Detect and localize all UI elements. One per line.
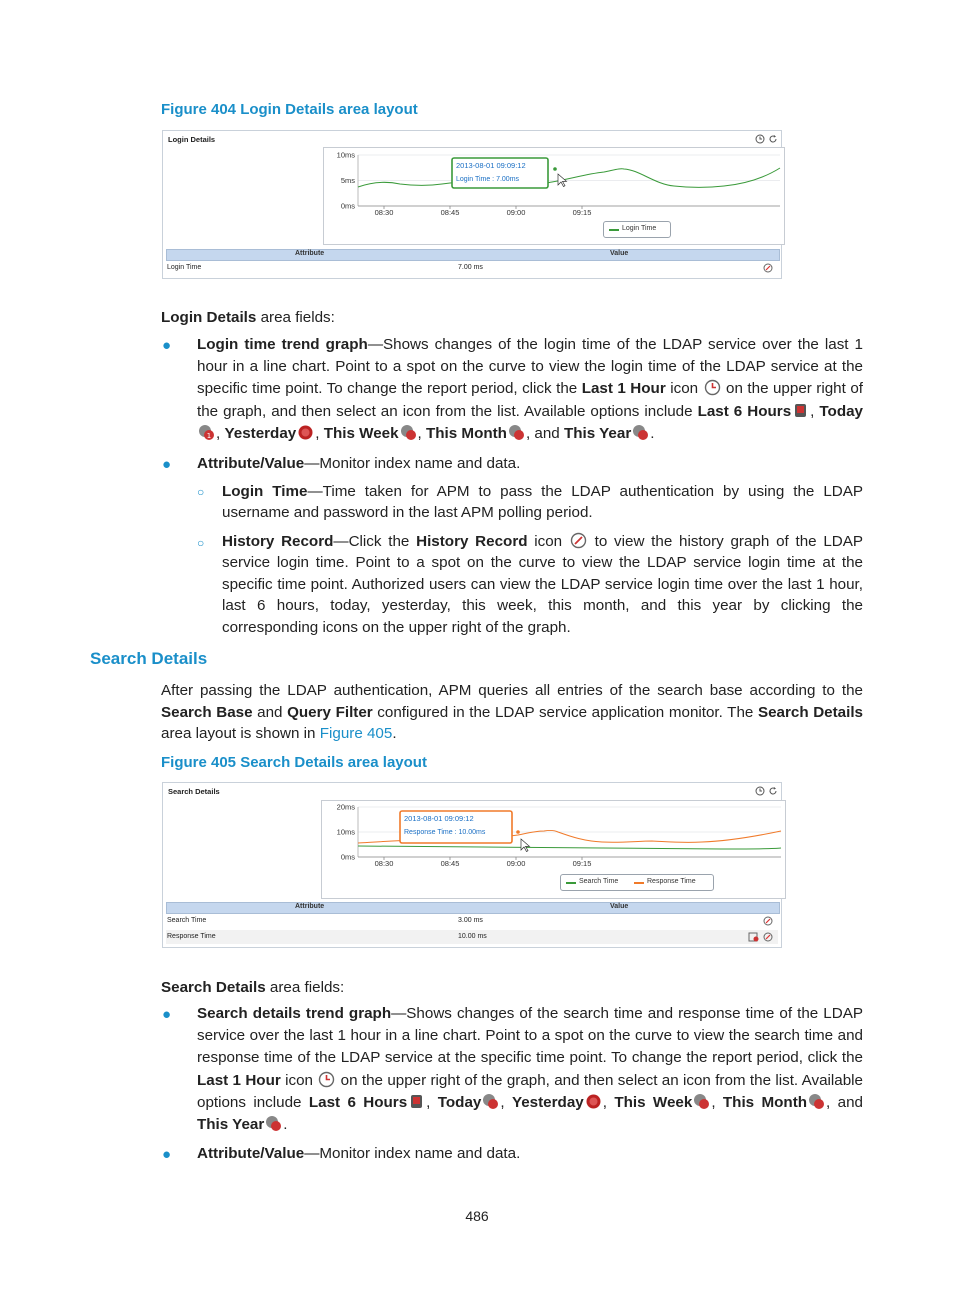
sep-period: . xyxy=(650,424,655,442)
search-details-label: Search Details xyxy=(757,703,864,721)
this-month-icon xyxy=(808,1093,825,1110)
search-fields-intro xyxy=(161,977,863,999)
panel-title: Login Details xyxy=(168,135,216,144)
x-tick-label: 08:45 xyxy=(440,859,460,868)
header-value: Value xyxy=(610,903,629,910)
figure-404-caption: Figure 404 Login Details area layout xyxy=(161,101,418,118)
yesterday-icon xyxy=(585,1093,602,1110)
b2-text: —Monitor index name and data. xyxy=(304,455,521,472)
table-row xyxy=(166,914,778,928)
alarm-settings-icon[interactable] xyxy=(748,932,759,942)
intro-bold: Search Details xyxy=(161,979,266,996)
legend-label-login-time: Login Time xyxy=(622,225,657,232)
query-filter-label: Query Filter xyxy=(287,703,373,721)
mouse-cursor-icon xyxy=(558,174,567,187)
row-value: 7.00 ms xyxy=(458,264,483,271)
this-week-label: This Week xyxy=(323,424,399,442)
login-details-panel xyxy=(162,130,782,279)
search-details-chart-svg[interactable] xyxy=(322,801,785,898)
sep: , xyxy=(315,424,324,442)
sep: , xyxy=(711,1093,723,1111)
header-value: Value xyxy=(610,250,629,257)
y-tick-label: 5ms xyxy=(340,176,355,185)
table-row xyxy=(166,261,778,275)
attribute-value-item xyxy=(197,1143,863,1165)
today-label: Today xyxy=(819,402,863,420)
history-record-icon xyxy=(570,532,587,549)
tooltip-point xyxy=(553,167,557,171)
b2-bold: Attribute/Value xyxy=(197,1145,305,1162)
b2-bold: Attribute/Value xyxy=(197,455,305,472)
today-icon xyxy=(198,424,215,441)
tooltip-point xyxy=(516,830,520,834)
this-year-icon xyxy=(632,424,649,441)
legend-label-search-time: Search Time xyxy=(579,878,619,885)
intro-rest: area fields: xyxy=(265,979,345,996)
search-details-heading: Search Details xyxy=(90,649,208,668)
b1-text2: icon xyxy=(665,380,703,398)
bullet-dot: ● xyxy=(162,1006,172,1023)
page-number: 486 xyxy=(465,1208,489,1224)
s1-text: —Time taken for APM to pass the LDAP authentication by using the LDAP username and password in the last APM polling period. xyxy=(222,483,863,522)
series-line-login-time xyxy=(358,168,780,188)
row-attribute: Response Time xyxy=(167,933,216,940)
y-tick-label: 10ms xyxy=(336,827,355,837)
legend-label-response-time: Response Time xyxy=(647,878,696,885)
search-details-chart[interactable] xyxy=(321,800,786,899)
last-6-hours-icon xyxy=(408,1093,425,1110)
search-details-paragraph xyxy=(161,680,863,745)
login-time-trend-graph-item xyxy=(197,334,863,445)
last-6-hours-label: Last 6 Hours xyxy=(697,402,792,420)
x-tick-label: 09:15 xyxy=(572,208,592,217)
b1-text3: on the upper right of the graph, and then select an icon from the list. Available options include xyxy=(197,380,863,420)
tooltip-value: Response Time : 10.00ms xyxy=(404,829,486,836)
row-value: 3.00 ms xyxy=(458,917,483,924)
last-1-hour-icon xyxy=(318,1071,335,1088)
yesterday-icon xyxy=(297,424,314,441)
s2-text3: to view the history graph of the LDAP service login time. Point to a spot on the curve to view the LDAP service login time at the specific time point. Authorized users can view the LDAP service login time over the last 1 hour, last 6 hours, today, yesterday, this week, this month, and this year by clicking the corresponding icons on the upper right of the graph. xyxy=(222,533,864,636)
this-year-icon xyxy=(265,1115,282,1132)
y-tick-label: 20ms xyxy=(336,802,355,812)
b1-text2: icon xyxy=(280,1071,318,1089)
tooltip-time: 2013-08-01 09:09:12 xyxy=(456,161,526,170)
s1-bold: Login Time xyxy=(222,483,308,500)
last-6-hours-icon xyxy=(792,402,809,419)
sep: , xyxy=(426,1093,438,1111)
refresh-icon[interactable] xyxy=(768,786,778,796)
s2-text1: —Click the xyxy=(333,533,417,550)
login-time-subitem xyxy=(222,481,863,524)
x-tick-label: 09:00 xyxy=(506,859,526,868)
yesterday-label: Yesterday xyxy=(224,424,297,442)
chart-legend[interactable] xyxy=(603,221,671,238)
sub-bullet-circle: ○ xyxy=(197,536,205,550)
legend-line-search-time xyxy=(566,882,576,884)
this-week-icon xyxy=(693,1093,710,1110)
p1: After passing the LDAP authentication, APM queries all entries of the search base according to the xyxy=(161,682,863,699)
p3: area layout is shown in xyxy=(161,725,320,743)
s2-bold: History Record xyxy=(222,533,334,550)
sep-and: , and xyxy=(826,1093,863,1111)
tooltip-time: 2013-08-01 09:09:12 xyxy=(404,814,474,823)
chart-legend[interactable] xyxy=(560,874,714,891)
figure-405-link[interactable]: Figure 405 xyxy=(319,725,393,743)
b2-text: —Monitor index name and data. xyxy=(304,1145,521,1162)
this-week-icon xyxy=(400,424,417,441)
row-attribute: Login Time xyxy=(167,264,202,271)
yesterday-label: Yesterday xyxy=(511,1093,584,1111)
history-record-icon[interactable] xyxy=(763,916,773,926)
bullet-dot: ● xyxy=(162,456,172,473)
tooltip-value: Login Time : 7.00ms xyxy=(456,176,520,183)
b1-text3: on the upper right of the graph, and then select an icon from the list. Available options include xyxy=(197,1071,863,1111)
p4: . xyxy=(392,725,397,743)
legend-line-login-time xyxy=(609,229,619,231)
this-month-label: This Month xyxy=(722,1093,808,1111)
x-tick-label: 09:00 xyxy=(506,208,526,217)
y-tick-label: 10ms xyxy=(336,150,355,160)
bullet-dot: ● xyxy=(162,337,172,354)
header-attribute: Attribute xyxy=(295,903,325,910)
s2-text2: icon xyxy=(527,533,569,550)
this-year-label: This Year xyxy=(563,424,632,442)
sep: , xyxy=(500,1093,512,1111)
sep: , xyxy=(602,1093,615,1111)
x-tick-label: 08:30 xyxy=(374,208,394,217)
mouse-cursor-icon xyxy=(521,839,530,852)
b1-text1: —Shows changes of the login time of the LDAP service over the last 1 hour in a line chart. Point to a spot on the curve to view the login time of the LDAP service at the specific time point. To change the report period, click the xyxy=(197,336,863,398)
sep: , xyxy=(216,424,225,442)
svg-text:1: 1 xyxy=(206,431,212,440)
y-tick-label: 0ms xyxy=(340,201,355,211)
row-attribute: Search Time xyxy=(167,917,207,924)
intro-bold: Login Details xyxy=(161,309,257,326)
history-record-subitem xyxy=(222,531,863,638)
sep-and: , and xyxy=(525,424,564,442)
b1-bold: Search details trend graph xyxy=(197,1005,392,1022)
this-month-icon xyxy=(508,424,525,441)
bullet-dot: ● xyxy=(162,1146,172,1163)
last-1-hour-icon xyxy=(704,379,721,396)
history-record-icon[interactable] xyxy=(763,932,773,942)
history-record-icon[interactable] xyxy=(763,263,773,273)
last-1-hour-icon[interactable] xyxy=(755,134,765,144)
intro-rest: area fields: xyxy=(256,309,335,326)
table-row xyxy=(166,930,778,944)
login-time-chart-svg[interactable] xyxy=(324,148,784,244)
table-header xyxy=(166,902,780,914)
sep: , xyxy=(810,402,820,420)
last-1-hour-label: Last 1 Hour xyxy=(581,380,666,398)
last-1-hour-label: Last 1 Hour xyxy=(197,1071,281,1089)
sep: , xyxy=(417,424,426,442)
series-line-search-time xyxy=(358,846,781,849)
search-details-panel xyxy=(162,782,782,948)
s2-bold2: History Record xyxy=(416,533,528,550)
this-week-label: This Week xyxy=(614,1093,693,1111)
login-fields-intro xyxy=(161,307,863,329)
p-and: and xyxy=(252,703,288,721)
b1-text1: —Shows changes of the search time and response time of the LDAP service over the last 1 hour in a line chart. Point to a spot on the curve to view the search time and response time of the LDAP service at the specific time point. To change the report period, click the xyxy=(197,1005,863,1067)
legend-line-response-time xyxy=(634,882,644,884)
search-details-trend-graph-item xyxy=(197,1003,863,1136)
search-base-label: Search Base xyxy=(161,703,253,721)
last-1-hour-icon[interactable] xyxy=(755,786,765,796)
x-tick-label: 08:30 xyxy=(374,859,394,868)
b1-bold: Login time trend graph xyxy=(197,336,368,353)
panel-title: Search Details xyxy=(168,787,220,796)
sub-bullet-circle: ○ xyxy=(197,485,205,499)
today-icon xyxy=(482,1093,499,1110)
x-tick-label: 09:15 xyxy=(572,859,592,868)
today-label: Today xyxy=(437,1093,482,1111)
this-month-label: This Month xyxy=(425,424,507,442)
refresh-icon[interactable] xyxy=(768,134,778,144)
x-tick-label: 08:45 xyxy=(440,208,460,217)
login-time-chart[interactable] xyxy=(323,147,785,245)
this-year-label: This Year xyxy=(197,1116,265,1134)
figure-405-caption: Figure 405 Search Details area layout xyxy=(161,754,427,771)
last-6-hours-label: Last 6 Hours xyxy=(308,1093,408,1111)
y-tick-label: 0ms xyxy=(340,852,355,862)
table-header xyxy=(166,249,780,261)
p2: configured in the LDAP service application monitor. The xyxy=(372,703,758,721)
header-attribute: Attribute xyxy=(295,250,325,257)
row-value: 10.00 ms xyxy=(458,933,487,940)
sep-period: . xyxy=(283,1116,288,1134)
attribute-value-item xyxy=(197,453,863,475)
